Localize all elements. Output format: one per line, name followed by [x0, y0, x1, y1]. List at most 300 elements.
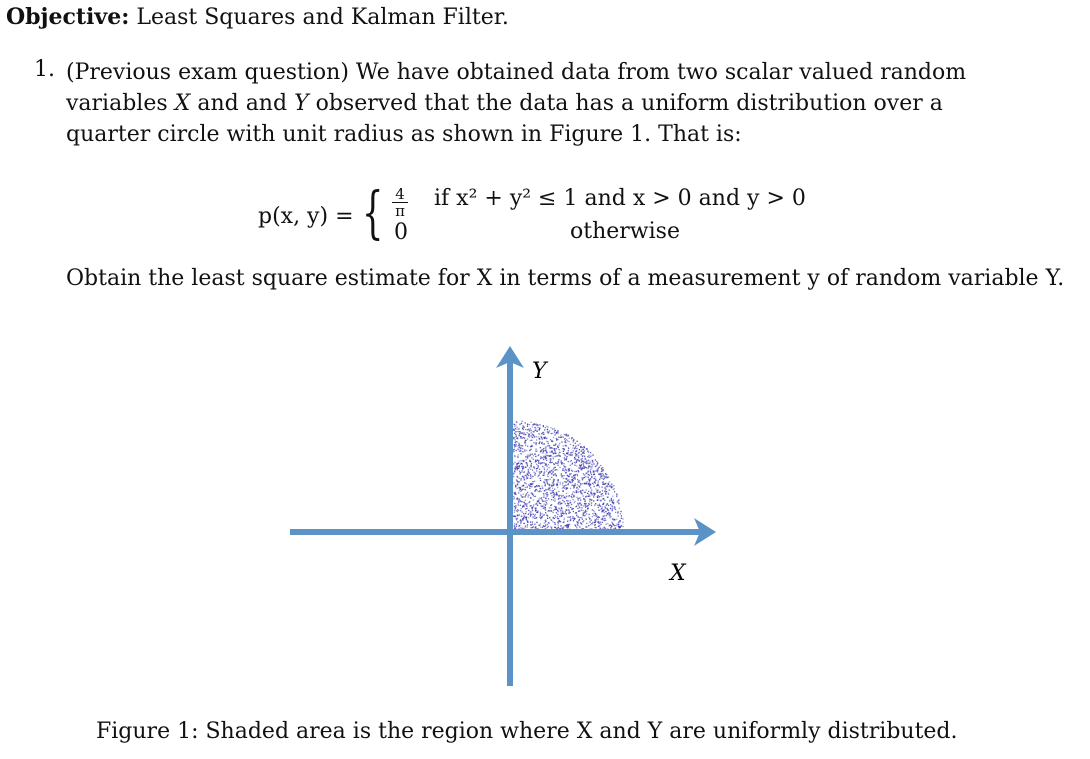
scatter-point [576, 497, 577, 498]
scatter-point [516, 450, 517, 451]
scatter-point [568, 461, 569, 462]
scatter-point [606, 504, 607, 505]
scatter-point [517, 429, 518, 430]
scatter-point [563, 495, 564, 496]
scatter-point [618, 524, 619, 525]
scatter-point [514, 510, 515, 511]
scatter-point [570, 519, 571, 520]
scatter-point [586, 483, 587, 484]
scatter-point [609, 500, 610, 501]
scatter-point [553, 437, 554, 438]
scatter-point [556, 469, 557, 470]
question-number: 1. [34, 57, 55, 82]
scatter-point [617, 501, 618, 502]
scatter-point [610, 504, 611, 505]
scatter-point [578, 480, 579, 481]
scatter-point [529, 434, 530, 435]
scatter-point [539, 517, 540, 518]
scatter-point [568, 507, 569, 508]
scatter-point [594, 493, 595, 494]
scatter-point [602, 487, 603, 488]
scatter-point [564, 454, 565, 455]
scatter-point [547, 503, 548, 504]
scatter-point [577, 454, 578, 455]
scatter-point [615, 527, 616, 528]
scatter-point [603, 503, 604, 504]
scatter-point [566, 453, 567, 454]
scatter-point [552, 428, 553, 429]
scatter-point [610, 527, 611, 528]
scatter-point [520, 445, 521, 446]
scatter-point [529, 424, 530, 425]
scatter-point [543, 457, 544, 458]
scatter-point [515, 424, 516, 425]
scatter-point [544, 467, 545, 468]
scatter-point [531, 477, 532, 478]
scatter-point [602, 517, 603, 518]
scatter-point [586, 513, 587, 514]
scatter-point [525, 456, 526, 457]
scatter-point [531, 435, 532, 436]
scatter-point [613, 500, 614, 501]
scatter-point [514, 527, 515, 528]
scatter-point [516, 427, 517, 428]
scatter-point [550, 427, 551, 428]
scatter-point [529, 456, 530, 457]
scatter-point [550, 462, 551, 463]
scatter-point [545, 436, 546, 437]
scatter-point [524, 502, 525, 503]
scatter-point [554, 500, 555, 501]
scatter-point [553, 479, 554, 480]
scatter-point [522, 445, 523, 446]
scatter-point [579, 460, 580, 461]
scatter-point [530, 446, 531, 447]
scatter-point [575, 462, 576, 463]
scatter-point [547, 483, 548, 484]
scatter-point [558, 495, 559, 496]
scatter-point [604, 500, 605, 501]
scatter-point [524, 523, 525, 524]
scatter-point [554, 445, 555, 446]
scatter-point [592, 493, 593, 494]
scatter-point [522, 485, 523, 486]
scatter-point [609, 513, 610, 514]
scatter-point [596, 518, 597, 519]
scatter-point [535, 489, 536, 490]
scatter-point [583, 495, 584, 496]
scatter-point [526, 518, 527, 519]
scatter-point [611, 498, 612, 499]
scatter-point [557, 487, 558, 488]
scatter-point [538, 463, 539, 464]
scatter-point [602, 522, 603, 523]
scatter-point [531, 457, 532, 458]
scatter-point [590, 462, 591, 463]
scatter-point [588, 455, 589, 456]
scatter-point [583, 463, 584, 464]
scatter-point [543, 425, 544, 426]
scatter-point [527, 457, 528, 458]
scatter-point [520, 453, 521, 454]
scatter-point [563, 522, 564, 523]
scatter-point [561, 441, 562, 442]
scatter-point [566, 513, 567, 514]
scatter-point [520, 472, 521, 473]
scatter-point [563, 513, 564, 514]
scatter-point [538, 436, 539, 437]
scatter-point [585, 474, 586, 475]
scatter-point [515, 428, 516, 429]
scatter-point [530, 515, 531, 516]
scatter-point [606, 508, 607, 509]
scatter-point [566, 500, 567, 501]
scatter-point [612, 506, 613, 507]
scatter-point [515, 439, 516, 440]
scatter-point [580, 446, 581, 447]
scatter-point [518, 487, 519, 488]
scatter-point [592, 465, 593, 466]
scatter-point [531, 527, 532, 528]
scatter-point [534, 474, 535, 475]
scatter-point [546, 494, 547, 495]
scatter-point [562, 470, 563, 471]
scatter-point [562, 491, 563, 492]
scatter-point [572, 452, 573, 453]
scatter-point [520, 480, 521, 481]
task-text: Obtain the least square estimate for X in terms of a measurement y of random variable Y. [66, 266, 1065, 291]
scatter-point [518, 468, 519, 469]
scatter-point [515, 434, 516, 435]
scatter-point [579, 517, 580, 518]
scatter-point [567, 525, 568, 526]
scatter-point [540, 527, 541, 528]
scatter-point [546, 481, 547, 482]
scatter-point [549, 490, 550, 491]
scatter-point [553, 475, 554, 476]
scatter-point [527, 446, 528, 447]
scatter-point [583, 466, 584, 467]
scatter-point [596, 465, 597, 466]
scatter-point [585, 507, 586, 508]
scatter-point [541, 443, 542, 444]
scatter-point [515, 493, 516, 494]
scatter-point [565, 481, 566, 482]
scatter-point [530, 478, 531, 479]
scatter-point [532, 437, 533, 438]
scatter-point [513, 498, 514, 499]
scatter-point [589, 518, 590, 519]
scatter-point [524, 449, 525, 450]
scatter-point [539, 441, 540, 442]
scatter-point [513, 437, 514, 438]
scatter-point [599, 492, 600, 493]
scatter-point [529, 501, 530, 502]
scatter-point [597, 499, 598, 500]
scatter-point [570, 500, 571, 501]
scatter-point [520, 460, 521, 461]
scatter-point [514, 516, 515, 517]
scatter-point [535, 444, 536, 445]
scatter-point [616, 496, 617, 497]
scatter-point [606, 477, 607, 478]
scatter-point [580, 483, 581, 484]
scatter-point [539, 490, 540, 491]
scatter-point [603, 484, 604, 485]
scatter-point [533, 499, 534, 500]
scatter-point [588, 494, 589, 495]
scatter-point [588, 463, 589, 464]
scatter-point [577, 475, 578, 476]
scatter-point [581, 454, 582, 455]
scatter-point [525, 500, 526, 501]
scatter-point [615, 512, 616, 513]
scatter-point [565, 509, 566, 510]
equation-brace: { [362, 181, 384, 246]
scatter-point [521, 516, 522, 517]
scatter-point [517, 477, 518, 478]
scatter-point [583, 462, 584, 463]
scatter-point [577, 479, 578, 480]
scatter-region [513, 421, 624, 532]
scatter-point [598, 500, 599, 501]
scatter-point [616, 524, 617, 525]
scatter-point [564, 459, 565, 460]
scatter-point [581, 523, 582, 524]
scatter-point [584, 456, 585, 457]
scatter-point [530, 469, 531, 470]
scatter-point [553, 512, 554, 513]
scatter-point [572, 499, 573, 500]
scatter-point [529, 467, 530, 468]
scatter-point [560, 435, 561, 436]
scatter-point [562, 475, 563, 476]
scatter-point [571, 473, 572, 474]
scatter-point [526, 483, 527, 484]
scatter-point [544, 475, 545, 476]
scatter-point [520, 491, 521, 492]
scatter-point [519, 435, 520, 436]
scatter-point [564, 457, 565, 458]
scatter-point [531, 507, 532, 508]
scatter-point [604, 487, 605, 488]
scatter-point [598, 468, 599, 469]
scatter-point [523, 489, 524, 490]
scatter-point [528, 484, 529, 485]
scatter-point [554, 434, 555, 435]
scatter-point [614, 519, 615, 520]
scatter-point [569, 481, 570, 482]
scatter-point [561, 503, 562, 504]
scatter-point [578, 489, 579, 490]
scatter-point [585, 510, 586, 511]
scatter-point [522, 506, 523, 507]
scatter-point [535, 508, 536, 509]
scatter-point [541, 471, 542, 472]
scatter-point [584, 503, 585, 504]
scatter-point [558, 518, 559, 519]
scatter-point [568, 476, 569, 477]
scatter-point [530, 497, 531, 498]
scatter-point [606, 486, 607, 487]
scatter-point [540, 462, 541, 463]
scatter-point [580, 466, 581, 467]
scatter-point [609, 489, 610, 490]
scatter-point [522, 519, 523, 520]
scatter-point [570, 516, 571, 517]
scatter-point [572, 508, 573, 509]
scatter-point [553, 492, 554, 493]
scatter-point [579, 510, 580, 511]
scatter-point [556, 512, 557, 513]
scatter-point [520, 494, 521, 495]
scatter-point [518, 460, 519, 461]
scatter-point [525, 445, 526, 446]
scatter-point [561, 463, 562, 464]
scatter-point [555, 473, 556, 474]
scatter-point [517, 521, 518, 522]
scatter-point [547, 518, 548, 519]
scatter-point [564, 449, 565, 450]
scatter-point [579, 465, 580, 466]
scatter-point [608, 492, 609, 493]
scatter-point [587, 456, 588, 457]
scatter-point [532, 510, 533, 511]
scatter-point [573, 496, 574, 497]
scatter-point [602, 467, 603, 468]
scatter-point [533, 442, 534, 443]
scatter-point [584, 501, 585, 502]
scatter-point [611, 522, 612, 523]
question-text-part3: observed that the data has a uniform distribution over a quarter circle with unit radius as shown in Figure 1. That is: [66, 91, 943, 147]
scatter-point [567, 517, 568, 518]
scatter-point [527, 432, 528, 433]
scatter-point [560, 513, 561, 514]
scatter-point [552, 462, 553, 463]
scatter-point [605, 483, 606, 484]
objective-text: Least Squares and Kalman Filter. [136, 5, 509, 30]
scatter-point [613, 485, 614, 486]
question-text-part1: (Previous exam question) We have obtained data from two scalar valued random variables [66, 60, 967, 116]
scatter-point [546, 426, 547, 427]
scatter-point [516, 463, 517, 464]
scatter-point [521, 496, 522, 497]
scatter-point [539, 469, 540, 470]
scatter-point [599, 496, 600, 497]
scatter-point [562, 500, 563, 501]
scatter-point [554, 489, 555, 490]
scatter-point [602, 528, 603, 529]
scatter-point [608, 494, 609, 495]
scatter-point [545, 489, 546, 490]
scatter-point [565, 440, 566, 441]
scatter-point [515, 442, 516, 443]
scatter-point [517, 469, 518, 470]
scatter-point [514, 467, 515, 468]
scatter-point [560, 498, 561, 499]
scatter-point [543, 508, 544, 509]
scatter-point [595, 459, 596, 460]
scatter-point [591, 500, 592, 501]
scatter-point [540, 447, 541, 448]
scatter-point [580, 484, 581, 485]
scatter-point [520, 501, 521, 502]
scatter-point [520, 436, 521, 437]
scatter-point [558, 503, 559, 504]
scatter-point [541, 499, 542, 500]
scatter-point [523, 466, 524, 467]
scatter-point [549, 517, 550, 518]
scatter-point [569, 470, 570, 471]
scatter-point [542, 449, 543, 450]
scatter-point [559, 495, 560, 496]
scatter-point [577, 508, 578, 509]
scatter-point [612, 502, 613, 503]
scatter-point [610, 517, 611, 518]
scatter-point [532, 481, 533, 482]
scatter-point [593, 510, 594, 511]
scatter-point [580, 465, 581, 466]
scatter-point [529, 436, 530, 437]
scatter-point [570, 452, 571, 453]
scatter-point [566, 470, 567, 471]
scatter-point [575, 455, 576, 456]
scatter-point [515, 505, 516, 506]
scatter-point [547, 474, 548, 475]
scatter-point [524, 482, 525, 483]
scatter-point [548, 473, 549, 474]
scatter-point [546, 464, 547, 465]
scatter-point [544, 507, 545, 508]
scatter-point [618, 521, 619, 522]
scatter-point [516, 464, 517, 465]
scatter-point [595, 466, 596, 467]
scatter-point [557, 525, 558, 526]
scatter-point [605, 477, 606, 478]
scatter-point [592, 513, 593, 514]
scatter-point [593, 463, 594, 464]
scatter-point [585, 476, 586, 477]
scatter-point [544, 504, 545, 505]
scatter-point [551, 492, 552, 493]
scatter-point [593, 470, 594, 471]
scatter-point [579, 506, 580, 507]
scatter-point [537, 510, 538, 511]
scatter-point [589, 501, 590, 502]
scatter-point [567, 440, 568, 441]
scatter-point [574, 487, 575, 488]
scatter-point [574, 471, 575, 472]
scatter-point [524, 516, 525, 517]
scatter-point [611, 516, 612, 517]
scatter-point [518, 445, 519, 446]
scatter-point [516, 467, 517, 468]
scatter-point [530, 475, 531, 476]
scatter-point [530, 505, 531, 506]
scatter-point [537, 460, 538, 461]
scatter-point [560, 510, 561, 511]
scatter-point [608, 505, 609, 506]
scatter-point [547, 445, 548, 446]
scatter-point [599, 479, 600, 480]
scatter-point [576, 521, 577, 522]
scatter-point [524, 451, 525, 452]
scatter-point [558, 511, 559, 512]
scatter-point [559, 444, 560, 445]
scatter-point [585, 518, 586, 519]
scatter-point [540, 523, 541, 524]
scatter-point [570, 502, 571, 503]
